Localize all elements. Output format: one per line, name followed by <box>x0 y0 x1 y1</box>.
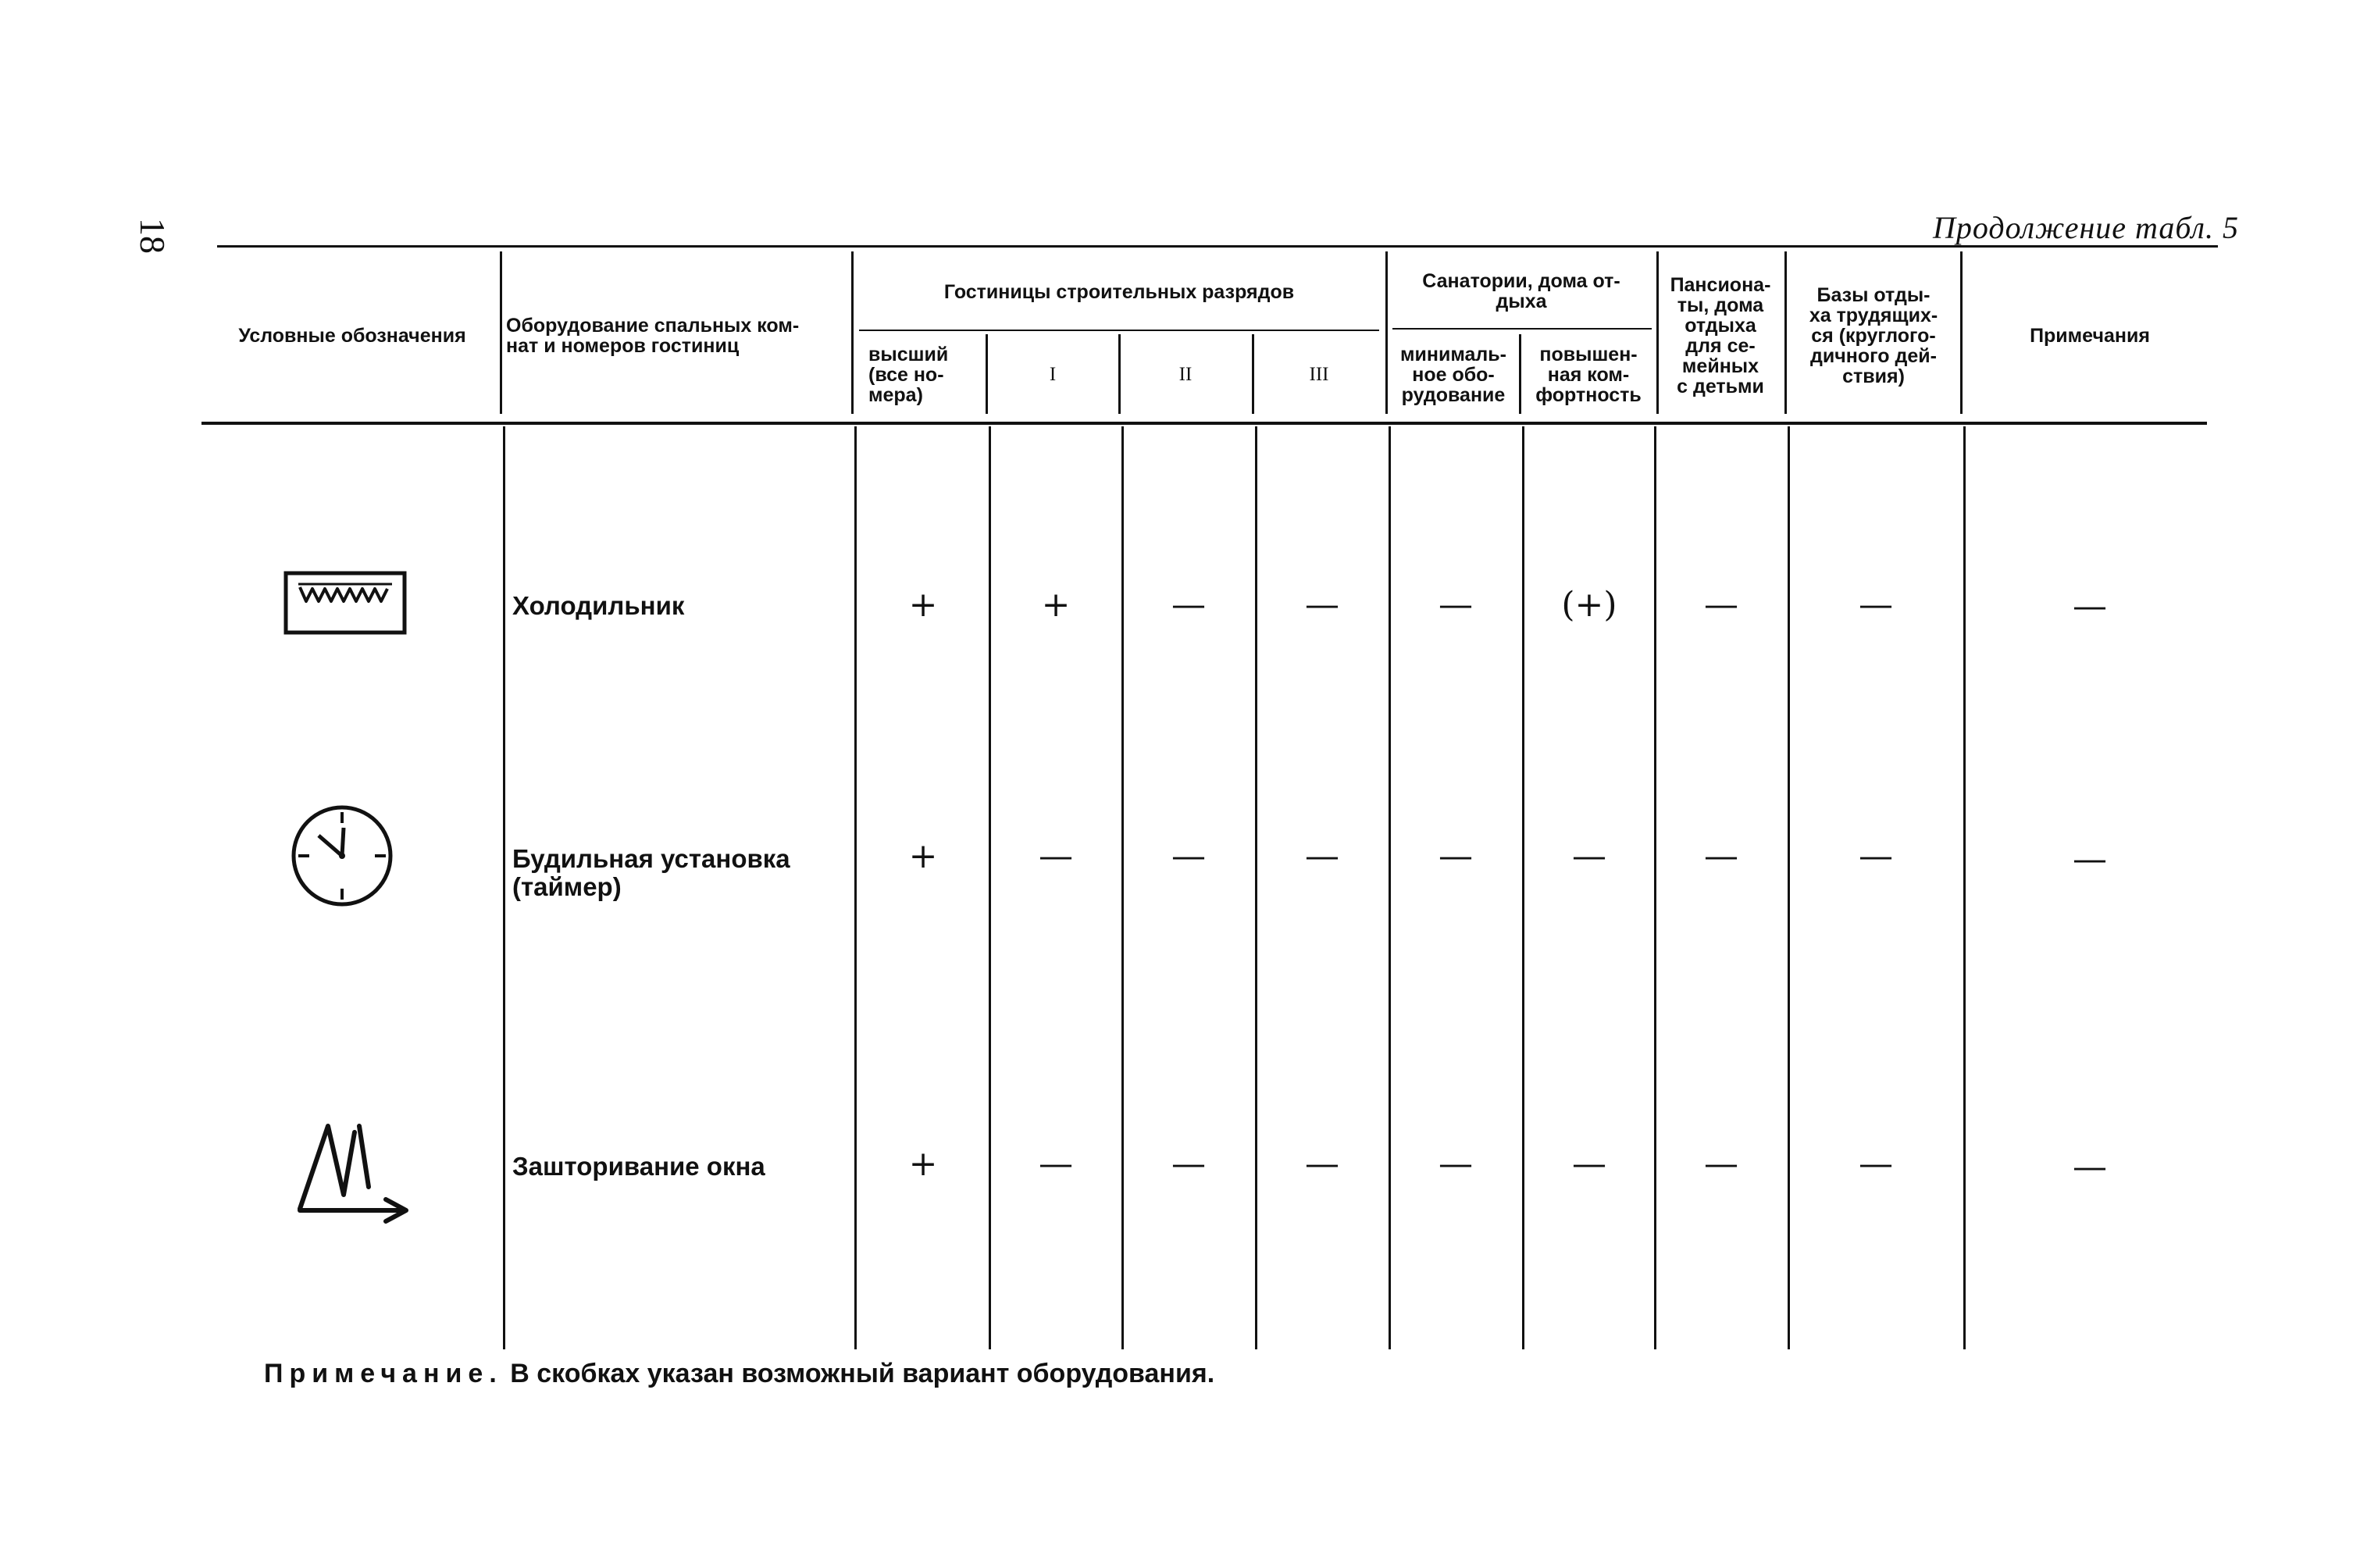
table-header-rule <box>201 422 2207 425</box>
column-divider <box>1963 426 1966 1349</box>
table-footnote <box>264 1359 1214 1389</box>
value-cell: — <box>1704 585 1738 625</box>
value-cell: — <box>1305 585 1339 625</box>
value-cell: — <box>1039 1144 1073 1184</box>
window-shading-icon <box>294 1120 412 1226</box>
value-cell: — <box>1171 836 1206 876</box>
header-hotel-2: II <box>1178 364 1193 385</box>
value-cell: — <box>1305 836 1339 876</box>
column-divider <box>1788 426 1790 1349</box>
header-bases: Базы отды- ха трудящих- ся (круглого- дичного дей- ствия) <box>1809 284 1938 387</box>
column-divider <box>1255 426 1257 1349</box>
header-hotels: Гостиницы строительных разрядов <box>943 281 1295 303</box>
column-divider <box>1654 426 1656 1349</box>
footnote-text: В скобках указан возможный вариант оборудования. <box>502 1359 1215 1388</box>
table-continuation-title: Продолжение табл. 5 <box>1932 210 2239 245</box>
column-divider <box>1519 334 1521 414</box>
value-cell: + <box>908 836 938 876</box>
value-cell: (+) <box>1561 585 1617 625</box>
column-divider <box>500 251 502 414</box>
table-top-rule <box>217 245 2218 248</box>
item-name-alarm: Будильная установка (таймер) <box>512 844 790 901</box>
header-symbols: Условные обозначения <box>238 325 466 347</box>
page-number: 18 <box>133 218 173 254</box>
column-divider <box>989 426 991 1349</box>
header-notes: Примечания <box>2030 325 2150 347</box>
footnote-label: Примечание. <box>264 1359 503 1388</box>
column-divider <box>1121 426 1124 1349</box>
column-divider <box>1389 426 1391 1349</box>
value-cell: — <box>1439 1144 1473 1184</box>
value-cell: — <box>1859 585 1893 625</box>
header-sanatoria-high: повышен- ная ком- фортность <box>1535 344 1642 406</box>
value-cell: + <box>1041 585 1071 625</box>
value-cell: + <box>908 585 938 625</box>
value-cell: — <box>1439 836 1473 876</box>
column-divider <box>854 426 857 1349</box>
hotels-subheader-rule <box>859 330 1379 331</box>
value-cell: — <box>1859 836 1893 876</box>
value-cell: + <box>908 1144 938 1184</box>
value-cell: — <box>2073 586 2107 626</box>
header-sanatoria-min: минималь- ное обо- рудование <box>1400 344 1506 406</box>
column-divider <box>1385 251 1388 414</box>
value-cell: — <box>1439 585 1473 625</box>
column-divider <box>851 251 854 414</box>
value-cell: — <box>1171 1144 1206 1184</box>
column-divider <box>1522 426 1524 1349</box>
value-cell: — <box>1704 1144 1738 1184</box>
value-cell: — <box>1305 1144 1339 1184</box>
column-divider <box>1118 334 1121 414</box>
value-cell: — <box>1572 836 1606 876</box>
item-name-window-shading: Зашторивание окна <box>512 1152 765 1181</box>
header-hotel-highest: высший (все но- мера) <box>868 344 949 406</box>
column-divider <box>1960 251 1963 414</box>
item-name-refrigerator: Холодильник <box>512 591 685 620</box>
column-divider <box>503 426 505 1349</box>
column-divider <box>1252 334 1254 414</box>
header-hotel-3: III <box>1309 364 1329 385</box>
value-cell: — <box>2073 839 2107 879</box>
value-cell: — <box>1704 836 1738 876</box>
column-divider <box>1784 251 1787 414</box>
header-pensions: Пансиона- ты, дома отдыха для се- мейных с детьми <box>1670 274 1771 397</box>
header-hotel-1: I <box>1049 364 1057 385</box>
value-cell: — <box>1572 1144 1606 1184</box>
value-cell: — <box>1171 585 1206 625</box>
value-cell: — <box>2073 1147 2107 1187</box>
refrigerator-icon <box>283 570 408 636</box>
value-cell: — <box>1859 1144 1893 1184</box>
header-sanatoria: Санатории, дома от- дыха <box>1422 270 1620 312</box>
value-cell: — <box>1039 836 1073 876</box>
sanatoria-subheader-rule <box>1392 328 1652 330</box>
alarm-clock-icon <box>287 801 397 911</box>
header-equipment: Оборудование спальных ком- нат и номеров гостиниц <box>506 315 800 357</box>
column-divider <box>986 334 988 414</box>
